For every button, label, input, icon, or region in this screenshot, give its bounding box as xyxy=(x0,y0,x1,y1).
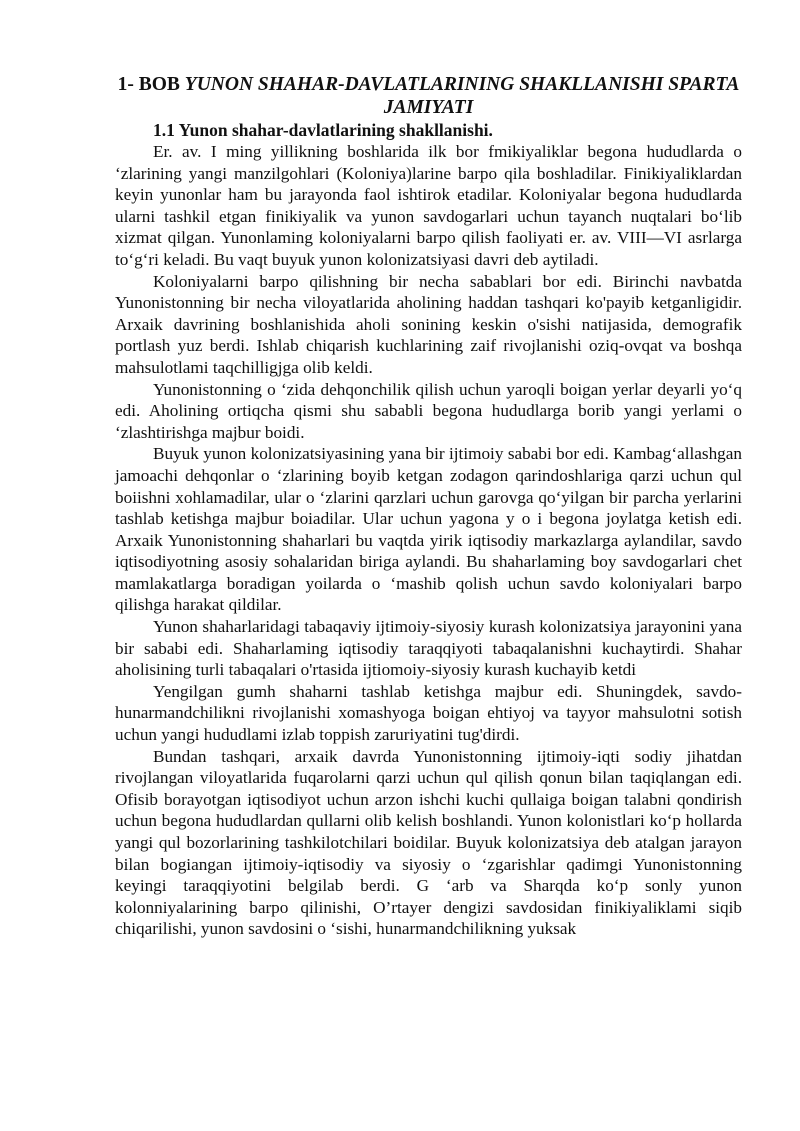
paragraph-7: Bundan tashqari, arxaik davrda Yunonistonning ijtimoiy-iqti sodiy jihatdan rivojlangan viloyatlarida fuqarolarni qarzi uchun qul qilish qonun bilan taqiqlangan edi. Ofisib borayotgan iqtisodiyot uchun arzon ishchi kuchi qullaiga boigan talabni qondirish uchun begona hududlardan qullarni olib kelish boshlandi. Yunon kolonistlari ko‘p hollarda yangi qul bozorlarining tashkilotchilari boidilar. Buyuk kolonizatsiya deb atalgan jarayon bilan bogiangan ijtimoiy-iqtisodiy va siyosiy o ‘zgarishlar qadimgi Yunonistonning keyingi taraqqiyotini belgilab berdi. G ‘arb va Sharqda ko‘p sonly yunon kolonniyalarining barpo qilinishi, O’rtayer dengizi savdosidan finikiyaliklami siqib chiqarilishi, yunon savdosini o ‘sishi, hunarmandchilikning yuksak xyxy=(115,746,742,939)
paragraph-2: Koloniyalarni barpo qilishning bir necha sabablari bor edi. Birinchi navbatda Yunonistonning bir necha viloyatlarida aholining haddan tashqari ko'payib ketganligidir. Arxaik davrining boshlanishida aholi sonining keskin o'sishi natijasida, demografik portlash yuz berdi. Ishlab chiqarish kuchlarining zaif rivojlanishi oziq-ovqat va boshqa mahsulotlami taqchilligjga olib keldi. xyxy=(115,271,742,377)
section-heading: 1.1 Yunon shahar-davlatlarining shakllanishi. xyxy=(153,120,493,140)
chapter-title xyxy=(115,73,742,119)
document-page xyxy=(115,73,742,940)
paragraph-1: Er. av. I ming yillikning boshlarida ilk bor fmikiyaliklar begona hududlarda o ‘zlarining yangi manzilgohlari (Koloniya)larine barpo qila boshladilar. Finikiyaliklardan keyin yunonlar ham bu jarayonda faol ishtirok etadilar. Koloniyalar begona hududlarda ularni tashkil etgan finikiyalik va yunon savdogarlari uchun tayanch nuqtalari bo‘lib xizmat qilgan. Yunonlaming koloniyalarni barpo qilish faoliyati er. av. VIII—VI asrlarga to‘g‘ri keladi. Bu vaqt buyuk yunon kolonizatsiyasi davri deb aytiladi. xyxy=(115,142,742,269)
chapter-title-prefix: 1- BOB xyxy=(117,74,185,95)
paragraph-3: Yunonistonning o ‘zida dehqonchilik qilish uchun yaroqli boigan yerlar deyarli yo‘q edi. Aholining ortiqcha qismi shu sababli begona hududlarga borib yangi yerlami o ‘zlashtirishga majbur boidi. xyxy=(115,379,742,442)
paragraph-6: Yengilgan gumh shaharni tashlab ketishga majbur edi. Shuningdek, savdo-hunarmandchilikni rivojlanishi xomashyoga boigan ehtiyoj va tayyor mahsulotni sotish uchun yangi hududlami izlab toppish zaruriyatini tug'dirdi. xyxy=(115,681,742,745)
paragraph-4: Buyuk yunon kolonizatsiyasining yana bir ijtimoiy sababi bor edi. Kambag‘allashgan jamoachi dehqonlar o ‘zlarining boyib ketgan zodagon qarindoshlariga qarzi uchun qul boiishni xohlamadilar, ular o ‘zlarini qarzlari uchun garovga qo‘yilgan bir parcha yerlarini tashlab ketishga majbur boiadilar. Ular uchun yagona y o i begona joylatga ketish edi. Arxaik Yunonistonning shaharlari bu vaqtda yirik iqtisodiy markazlarga aylandilar, savdo iqtisodiyotning asosiy sohalaridan biriga aylandi. Bu shaharlaming boy savdogarlari chet mamlakatlarga boradigan yoilarda o ‘mashib qolish uchun savdo koloniyalari barpo qilishga harakat qildilar. xyxy=(115,444,742,615)
chapter-title-italic: YUNON SHAHAR-DAVLATLARINING SHAKLLANISHI SPARTA JAMIYATI xyxy=(184,74,740,118)
paragraph-5: Yunon shaharlaridagi tabaqaviy ijtimoiy-siyosiy kurash kolonizatsiya jarayonini yana bir sababi edi. Shaharlaming iqtisodiy taraqqiyoti tabaqalanishni kuchaytirdi. Shahar aholisining turli tabaqalari o'rtasida ijtiomoiy-siyosiy kurash kuchayib ketdi xyxy=(115,617,742,680)
